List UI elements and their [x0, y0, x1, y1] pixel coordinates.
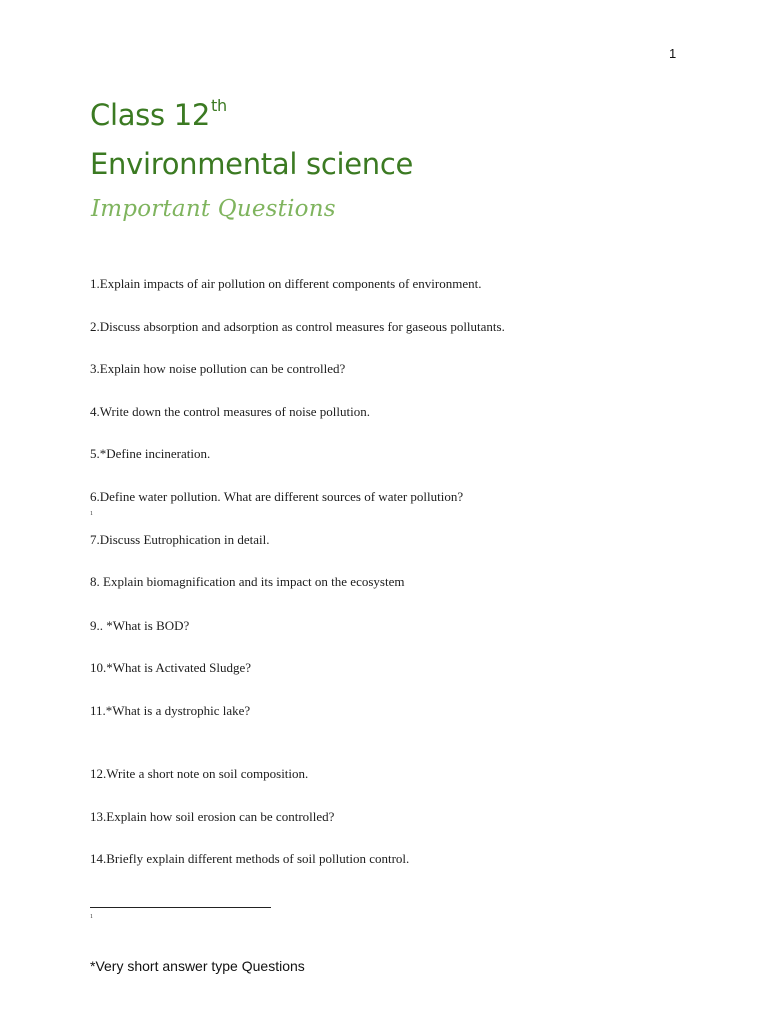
- question-item: 11.*What is a dystrophic lake?: [90, 703, 251, 718]
- question-item: 1.Explain impacts of air pollution on different components of environment.: [90, 276, 482, 291]
- question-item: 2.Discuss absorption and adsorption as control measures for gaseous pollutants.: [90, 319, 505, 334]
- question-item: 14.Briefly explain different methods of soil pollution control.: [90, 851, 410, 866]
- page-title-class: [90, 96, 227, 132]
- page-number: 1: [669, 46, 677, 61]
- question-item: 6.Define water pollution. What are different sources of water pollution?: [90, 489, 464, 504]
- footnote-marker: 1: [90, 914, 93, 920]
- question-item: 8. Explain biomagnification and its impact on the ecosystem: [90, 574, 405, 589]
- question-item: 3.Explain how noise pollution can be controlled?: [90, 361, 346, 376]
- question-item: 4.Write down the control measures of noise pollution.: [90, 404, 371, 419]
- question-item: 13.Explain how soil erosion can be controlled?: [90, 809, 335, 824]
- title-superscript: th: [211, 96, 227, 115]
- footnote-marker-inline: 1: [90, 511, 93, 517]
- footnote-divider: [90, 907, 271, 908]
- page-subtitle: Important Questions: [91, 196, 336, 222]
- question-item: 5.*Define incineration.: [90, 446, 211, 461]
- question-item: 10.*What is Activated Sludge?: [90, 660, 252, 675]
- question-item: 7.Discuss Eutrophication in detail.: [90, 532, 270, 547]
- question-item: 12.Write a short note on soil composition.: [90, 766, 309, 781]
- footer-note: *Very short answer type Questions: [90, 958, 305, 974]
- page-title-subject: Environmental science: [90, 147, 414, 181]
- question-item: 9.. *What is BOD?: [90, 618, 190, 633]
- title-class-text: Class 12: [90, 98, 211, 132]
